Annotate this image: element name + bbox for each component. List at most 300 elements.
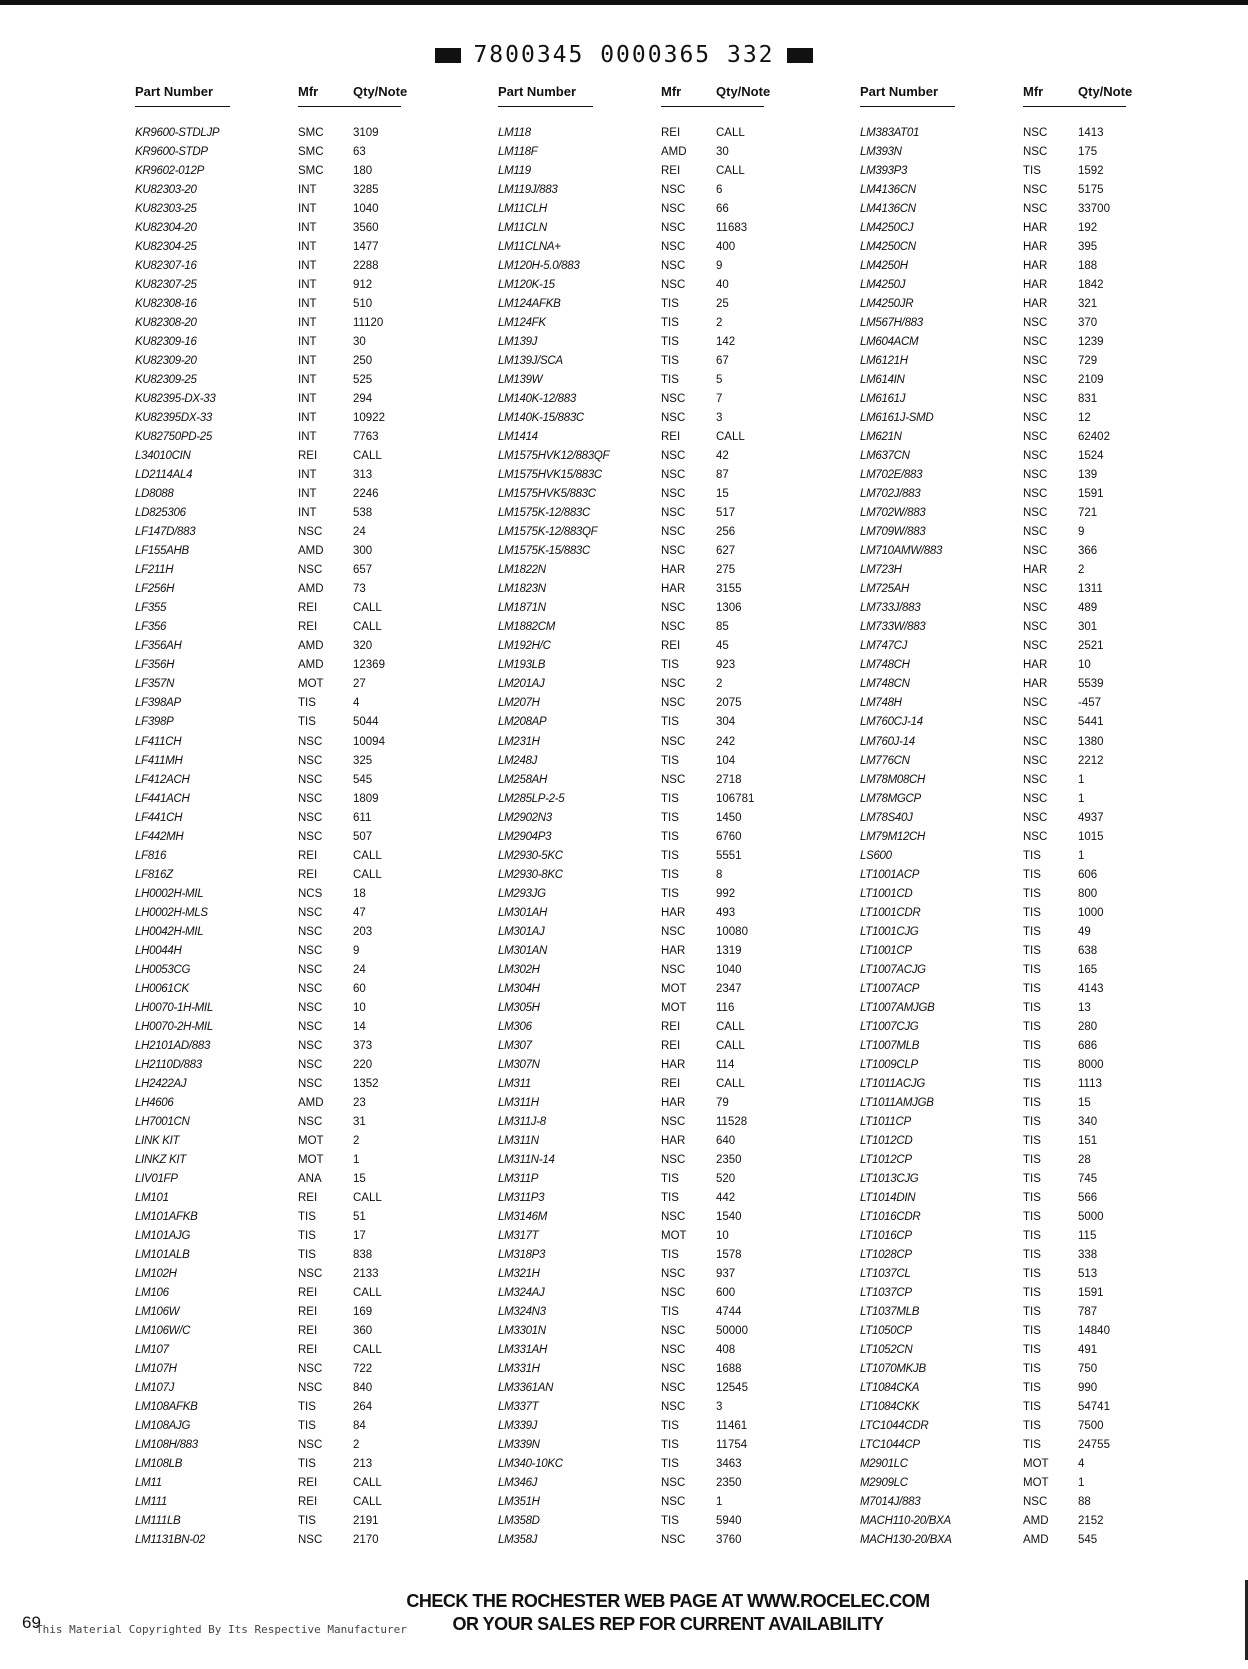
quantity: -457 (1078, 697, 1102, 710)
part-number: LH7001CN (135, 1115, 190, 1128)
part-number: LM120K-15 (498, 279, 555, 292)
table-row (135, 336, 435, 355)
quantity: CALL (353, 1496, 382, 1509)
manufacturer: NSC (661, 241, 686, 254)
manufacturer: TIS (1023, 1210, 1041, 1223)
quantity: 10080 (716, 925, 748, 938)
table-row (860, 298, 1160, 317)
part-number: LT1037MLB (860, 1305, 920, 1318)
table-row (135, 964, 435, 983)
quantity: CALL (716, 1039, 745, 1052)
part-number: LF356H (135, 659, 175, 672)
part-number: KU82309-16 (135, 336, 197, 349)
quantity: 24755 (1078, 1439, 1110, 1452)
manufacturer: NSC (661, 1363, 686, 1376)
part-number: LM120H-5.0/883 (498, 260, 580, 273)
quantity: 151 (1078, 1134, 1098, 1147)
manufacturer: TIS (1023, 1153, 1041, 1166)
quantity: 520 (716, 1172, 736, 1185)
header-underline (135, 106, 230, 107)
table-row (860, 393, 1160, 412)
table-row (498, 1173, 798, 1192)
table-row (860, 1306, 1160, 1325)
manufacturer: INT (298, 469, 317, 482)
manufacturer: NSC (298, 1001, 323, 1014)
manufacturer: NSC (661, 526, 686, 539)
table-row (860, 127, 1160, 146)
table-row (860, 850, 1160, 869)
table-row (860, 374, 1160, 393)
quantity: 5175 (1078, 184, 1104, 197)
table-row (135, 1078, 435, 1097)
manufacturer: REI (298, 602, 318, 615)
manufacturer: AMD (298, 640, 324, 653)
quantity: 11754 (716, 1439, 748, 1452)
part-number: LM318P3 (498, 1248, 546, 1261)
quantity: 800 (1078, 887, 1098, 900)
part-number: LINK KIT (135, 1134, 180, 1147)
quantity: 5539 (1078, 678, 1104, 691)
quantity: 2 (716, 317, 723, 330)
manufacturer: TIS (1023, 1344, 1041, 1356)
part-number: LM111LB (135, 1515, 181, 1528)
manufacturer: REI (298, 868, 318, 881)
quantity: 340 (1078, 1115, 1098, 1128)
part-number: LM118F (498, 146, 538, 159)
table-row (135, 907, 435, 926)
quantity: 2246 (353, 488, 379, 501)
quantity: 2 (716, 678, 723, 691)
part-number: LM4250J (860, 279, 906, 292)
part-number: LT1009CLP (860, 1058, 918, 1071)
table-row (498, 545, 798, 564)
manufacturer: NSC (1023, 526, 1048, 539)
quantity: 360 (353, 1324, 373, 1337)
table-row (860, 469, 1160, 488)
quantity: 9 (353, 944, 360, 957)
quantity: CALL (353, 621, 382, 634)
table-row (135, 127, 435, 146)
manufacturer: NSC (298, 526, 323, 539)
table-row (135, 1173, 435, 1192)
quantity: 30 (353, 336, 366, 349)
quantity: 722 (353, 1363, 373, 1376)
manufacturer: TIS (1023, 982, 1041, 995)
quantity: 517 (716, 507, 736, 520)
part-number: LM108AJG (135, 1420, 191, 1433)
manufacturer: TIS (1023, 906, 1041, 919)
manufacturer: REI (298, 849, 318, 862)
manufacturer: INT (298, 241, 317, 254)
part-number: LM614IN (860, 374, 905, 387)
part-number: LM311N-14 (498, 1153, 555, 1166)
quantity: 2152 (1078, 1515, 1104, 1528)
part-number: LT1014DIN (860, 1191, 916, 1204)
table-row (498, 431, 798, 450)
part-number: LM4136CN (860, 203, 916, 216)
manufacturer: NSC (1023, 754, 1048, 767)
part-number: LT1037CP (860, 1286, 912, 1299)
table-row (135, 602, 435, 621)
manufacturer: REI (661, 1039, 681, 1052)
part-number: LM1575HVK12/883QF (498, 450, 610, 463)
manufacturer: AMD (298, 545, 324, 558)
quantity: 2288 (353, 260, 379, 273)
quantity: 84 (353, 1420, 366, 1433)
table-row (135, 146, 435, 165)
part-number: LM1414 (498, 431, 538, 444)
table-row (135, 888, 435, 907)
quantity: 721 (1078, 507, 1098, 520)
manufacturer: REI (298, 1191, 318, 1204)
part-number: LF155AHB (135, 545, 189, 558)
part-number: LM6121H (860, 355, 908, 368)
quantity: 15 (1078, 1096, 1091, 1109)
table-row (860, 1135, 1160, 1154)
quantity: 1352 (353, 1077, 379, 1090)
part-number: LM108H/883 (135, 1439, 198, 1452)
manufacturer: NSC (298, 1058, 323, 1071)
manufacturer: NSC (661, 1267, 686, 1280)
barcode-block-right (787, 48, 813, 63)
part-number: LT1016CDR (860, 1210, 921, 1223)
table-row (135, 1211, 435, 1230)
table-row (498, 279, 798, 298)
part-number: LM337T (498, 1401, 539, 1414)
part-number: LH0044H (135, 944, 182, 957)
part-number: LT1013CJG (860, 1172, 919, 1185)
table-row (860, 983, 1160, 1002)
table-row (135, 697, 435, 716)
quantity: 787 (1078, 1305, 1098, 1318)
quantity: 25 (716, 298, 729, 311)
table-row (860, 659, 1160, 678)
manufacturer: NSC (661, 507, 686, 520)
manufacturer: INT (298, 279, 317, 292)
page-number: 69 (22, 1613, 41, 1632)
quantity: 45 (716, 640, 729, 653)
table-row (498, 564, 798, 583)
table-row (498, 260, 798, 279)
table-row (498, 659, 798, 678)
table-row (860, 1344, 1160, 1363)
table-row (498, 317, 798, 336)
table-row (498, 1116, 798, 1135)
manufacturer: REI (298, 1324, 318, 1337)
manufacturer: MOT (298, 1153, 324, 1166)
manufacturer: REI (298, 1286, 318, 1299)
quantity: 2718 (716, 773, 742, 786)
manufacturer: TIS (661, 868, 679, 881)
quantity: 203 (353, 925, 373, 938)
manufacturer: NSC (298, 1267, 323, 1280)
manufacturer: NSC (661, 488, 686, 501)
part-number: LF398P (135, 716, 174, 729)
quantity: 2521 (1078, 640, 1104, 653)
manufacturer: NSC (661, 279, 686, 292)
manufacturer: INT (298, 507, 317, 520)
part-number: LM102H (135, 1267, 177, 1280)
manufacturer: NSC (661, 735, 686, 748)
manufacturer: TIS (661, 1458, 679, 1471)
part-number: LM118 (498, 127, 531, 139)
table-row (860, 431, 1160, 450)
quantity: CALL (716, 431, 745, 444)
manufacturer: INT (298, 298, 317, 311)
part-number: LM192H/C (498, 640, 551, 653)
manufacturer: NSC (298, 564, 323, 577)
quantity: 42 (716, 450, 729, 463)
table-row (498, 793, 798, 812)
manufacturer: NSC (661, 1477, 686, 1490)
part-number: KU82307-16 (135, 260, 197, 273)
part-number: LM339N (498, 1439, 540, 1452)
manufacturer: INT (298, 355, 317, 368)
table-row (135, 545, 435, 564)
part-number: LM78MGCP (860, 792, 921, 805)
part-number: LT1001CP (860, 944, 912, 957)
quantity: 507 (353, 830, 373, 843)
part-number: LM748CH (860, 659, 910, 672)
table-row (498, 412, 798, 431)
column-header (135, 84, 435, 106)
quantity: CALL (353, 450, 382, 463)
manufacturer: MOT (1023, 1477, 1049, 1490)
manufacturer: NSC (661, 1115, 686, 1128)
part-number: LF356AH (135, 640, 182, 653)
table-row (498, 450, 798, 469)
quantity: 49 (1078, 925, 1091, 938)
table-row (498, 1515, 798, 1534)
table-row (860, 888, 1160, 907)
part-number: LH0070-1H-MIL (135, 1001, 213, 1014)
quantity: 213 (353, 1458, 373, 1471)
part-number: LM1575K-15/883C (498, 545, 591, 558)
manufacturer: TIS (298, 1229, 316, 1242)
quantity: 27 (353, 678, 366, 691)
manufacturer: NSC (661, 393, 686, 406)
header-underline (498, 106, 593, 107)
part-number: KR9602-012P (135, 165, 204, 178)
quantity: CALL (716, 165, 745, 178)
manufacturer: TIS (1023, 868, 1041, 881)
part-number: LH0053CG (135, 963, 191, 976)
table-row (498, 374, 798, 393)
part-number: LM302H (498, 963, 540, 976)
table-row (860, 755, 1160, 774)
manufacturer: TIS (1023, 1324, 1041, 1337)
manufacturer: TIS (298, 1420, 316, 1433)
parts-column-2 (498, 84, 798, 1547)
manufacturer: NSC (1023, 773, 1048, 786)
part-number: LM383AT01 (860, 127, 920, 139)
header-qty: Qty/Note (353, 84, 408, 99)
quantity: 294 (353, 393, 373, 406)
header-underline (860, 106, 955, 107)
manufacturer: HAR (661, 564, 686, 577)
table-row (498, 1135, 798, 1154)
part-number: LM307 (498, 1039, 532, 1052)
manufacturer: NSC (661, 1534, 686, 1547)
manufacturer: TIS (661, 811, 679, 824)
manufacturer: NSC (1023, 317, 1048, 330)
table-row (498, 355, 798, 374)
part-number: LH0002H-MIL (135, 887, 204, 900)
part-number: LM1882CM (498, 621, 556, 634)
manufacturer: TIS (1023, 1439, 1041, 1452)
manufacturer: TIS (1023, 165, 1041, 178)
manufacturer: MOT (298, 678, 324, 691)
manufacturer: REI (661, 165, 681, 178)
part-number: LTC1044CP (860, 1439, 920, 1452)
part-number: LM4250H (860, 260, 908, 273)
quantity: 2191 (353, 1515, 379, 1528)
quantity: 62402 (1078, 431, 1110, 444)
part-number: LM604ACM (860, 336, 919, 349)
quantity: 5000 (1078, 1210, 1104, 1223)
part-number: LS600 (860, 849, 892, 862)
manufacturer: NSC (1023, 355, 1048, 368)
manufacturer: TIS (1023, 925, 1041, 938)
part-number: KU82750PD-25 (135, 431, 212, 444)
manufacturer: NSC (661, 1286, 686, 1299)
quantity: 47 (353, 906, 366, 919)
manufacturer: NSC (298, 982, 323, 995)
table-row (498, 869, 798, 888)
manufacturer: NSC (298, 906, 323, 919)
manufacturer: NSC (298, 1020, 323, 1033)
part-number: MACH130-20/BXA (860, 1534, 952, 1547)
part-number: KU82395DX-33 (135, 412, 212, 425)
copyright-stamp: This Material Copyrighted By Its Respective Manufacturer (36, 1623, 407, 1636)
part-number: LT1007AMJGB (860, 1001, 935, 1014)
table-row (860, 1211, 1160, 1230)
quantity: 15 (353, 1172, 366, 1185)
quantity: 23 (353, 1096, 366, 1109)
table-row (135, 1382, 435, 1401)
quantity: 1040 (716, 963, 742, 976)
quantity: 12 (1078, 412, 1091, 425)
table-row (860, 736, 1160, 755)
part-number: LF442MH (135, 830, 184, 843)
part-number: LT1007CJG (860, 1020, 919, 1033)
table-row (135, 203, 435, 222)
manufacturer: HAR (1023, 241, 1048, 254)
quantity: 1311 (1078, 583, 1103, 596)
manufacturer: REI (661, 431, 681, 444)
quantity: 408 (716, 1344, 736, 1356)
part-number: LM307N (498, 1058, 540, 1071)
manufacturer: REI (298, 1305, 318, 1318)
manufacturer: TIS (298, 1515, 316, 1528)
manufacturer: NSC (1023, 792, 1048, 805)
table-row (498, 1021, 798, 1040)
table-row (498, 1306, 798, 1325)
manufacturer: REI (661, 127, 681, 139)
quantity: 139 (1078, 469, 1098, 482)
quantity: 165 (1078, 963, 1098, 976)
table-row (498, 621, 798, 640)
table-row (498, 1439, 798, 1458)
quantity: 321 (1078, 298, 1098, 311)
manufacturer: NSC (661, 602, 686, 615)
quantity: 40 (716, 279, 729, 292)
part-number: LT1001ACP (860, 868, 920, 881)
quantity: 79 (716, 1096, 729, 1109)
part-number: LM301AN (498, 944, 548, 957)
table-row (860, 831, 1160, 850)
table-row (498, 755, 798, 774)
manufacturer: NSC (1023, 735, 1048, 748)
part-number: LM107J (135, 1382, 175, 1395)
part-number: LT1037CL (860, 1267, 911, 1280)
quantity: 5940 (716, 1515, 742, 1528)
table-row (860, 602, 1160, 621)
manufacturer: NSC (661, 222, 686, 235)
table-row (860, 1534, 1160, 1553)
manufacturer: ANA (298, 1172, 322, 1185)
table-row (498, 1363, 798, 1382)
table-row (135, 640, 435, 659)
parts-column-1 (135, 84, 435, 1547)
part-number: KR9600-STDLJP (135, 127, 220, 139)
quantity: 1 (1078, 773, 1085, 786)
manufacturer: HAR (661, 906, 686, 919)
table-row (860, 774, 1160, 793)
header-underline (661, 106, 764, 107)
table-row (860, 184, 1160, 203)
part-number: LH0070-2H-MIL (135, 1020, 213, 1033)
quantity: CALL (716, 1020, 745, 1033)
quantity: 3109 (353, 127, 379, 139)
part-number: LM78M08CH (860, 773, 926, 786)
table-row (498, 907, 798, 926)
part-number: LM139J/SCA (498, 355, 563, 368)
table-row (135, 869, 435, 888)
manufacturer: TIS (1023, 1077, 1041, 1090)
table-row (135, 945, 435, 964)
manufacturer: SMC (298, 146, 324, 159)
quantity: 10 (716, 1229, 729, 1242)
part-number: LD825306 (135, 507, 186, 520)
part-number: KU82303-20 (135, 184, 197, 197)
quantity: 2347 (716, 982, 742, 995)
quantity: 838 (353, 1248, 373, 1261)
manufacturer: TIS (298, 1458, 316, 1471)
quantity: 2 (353, 1439, 360, 1452)
table-row (135, 1477, 435, 1496)
manufacturer: NSC (661, 925, 686, 938)
table-row (860, 450, 1160, 469)
table-row (135, 1401, 435, 1420)
manufacturer: NSC (298, 735, 323, 748)
quantity: 320 (353, 640, 373, 653)
quantity: 11120 (353, 317, 384, 330)
part-number: LM748CN (860, 678, 910, 691)
table-row (135, 1116, 435, 1135)
manufacturer: NSC (661, 450, 686, 463)
part-number: LM119 (498, 165, 531, 178)
part-number: LM78S40J (860, 811, 913, 824)
part-number: LM111 (135, 1496, 167, 1509)
quantity: 256 (716, 526, 736, 539)
manufacturer: TIS (1023, 1305, 1041, 1318)
quantity: 1113 (1078, 1077, 1102, 1090)
header-qty: Qty/Note (1078, 84, 1133, 99)
quantity: 313 (353, 469, 373, 482)
part-number: LM4136CN (860, 184, 916, 197)
part-number: LT1001CD (860, 887, 913, 900)
